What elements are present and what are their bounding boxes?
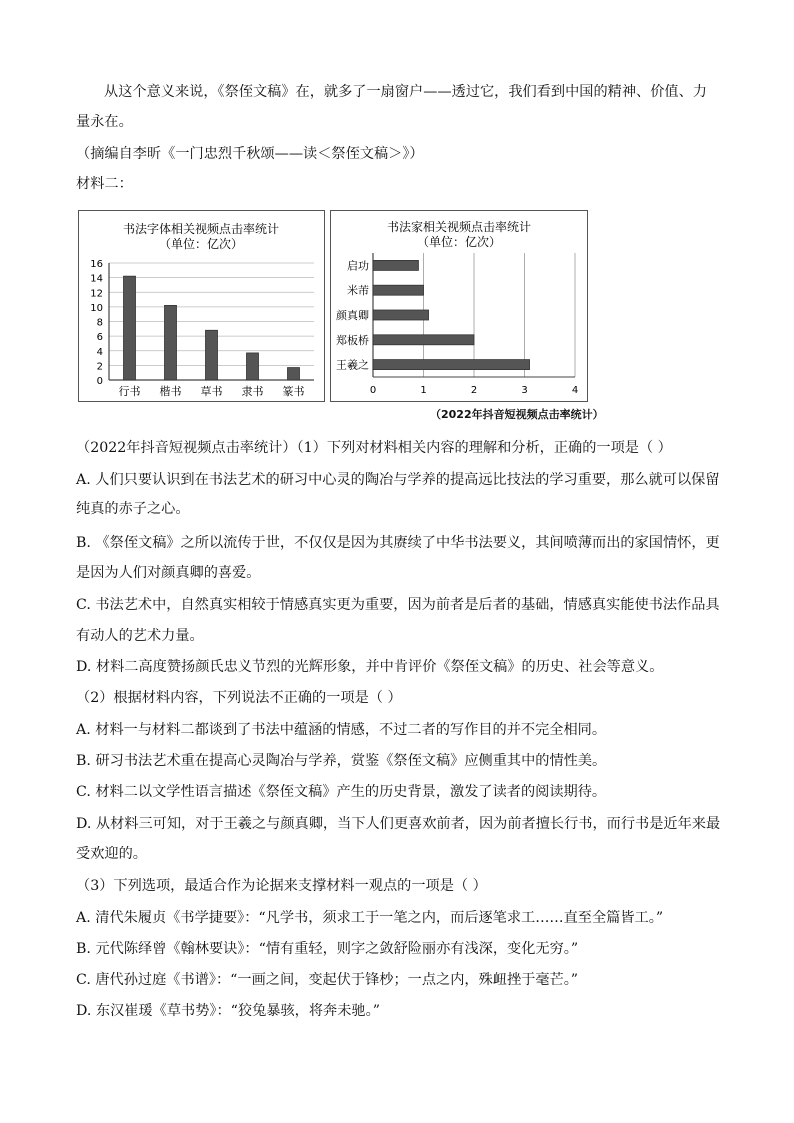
q3-option-d: D. 东汉崔瑗《草书势》：“狡兔暴骇，将奔未驰。”: [76, 1003, 380, 1019]
x-tick-label: 楷书: [159, 385, 182, 398]
bar: [247, 353, 259, 380]
intro-paragraph-line-1: 从这个意义来说，《祭侄文稿》在，就多了一扇窗户——透过它，我们看到中国的精神、价值、力: [104, 84, 707, 100]
q2-option-b: B. 研习书法艺术重在提高心灵陶冶与学养，赏鉴《祭侄文稿》应侧重其中的情性美。: [76, 753, 607, 769]
q1-option-a-line1: A. 人们只要认识到在书法艺术的研习中心灵的陶冶与学养的提高远比技法的学习重要，那么就可以保留: [76, 472, 720, 488]
bar: [373, 260, 418, 270]
calligrapher-clicks-chart-svg: [331, 211, 587, 401]
q3-option-b: B. 元代陈绎曾《翰林要诀》：“情有重轻，则字之敛舒险丽亦有浅深，变化无穷。”: [76, 941, 579, 957]
y-tick-label: 2: [96, 361, 103, 373]
bar: [373, 360, 530, 370]
bar: [373, 310, 429, 320]
chart2-title: 书法家相关视频点击率统计: [386, 220, 532, 234]
x-tick-label: 4: [571, 385, 579, 396]
x-tick-label: 行书: [118, 385, 141, 398]
y-tick-label: 14: [90, 273, 103, 285]
bar: [124, 276, 136, 380]
excerpt-source: （摘编自李昕《一门忠烈千秋颂——读＜祭侄文稿＞》）: [76, 146, 424, 162]
y-tick-label: 郑板桥: [336, 333, 369, 347]
q1-option-c-line1: C. 书法艺术中，自然真实相较于情感真实更为重要，因为前者是后者的基础，情感真实能使书法作品具: [76, 597, 720, 613]
x-tick-label: 隶书: [241, 385, 264, 398]
y-tick-label: 16: [90, 259, 103, 270]
chart1-title: 书法字体相关视频点击率统计: [122, 222, 280, 236]
x-tick-label: 1: [420, 385, 427, 396]
material-2-heading: 材料二：: [76, 176, 133, 192]
chart2-subtitle: （单位：亿次）: [416, 235, 502, 249]
y-tick-label: 6: [96, 332, 103, 344]
q2-stem: （2）根据材料内容，下列说法不正确的一项是（ ）: [76, 690, 402, 706]
y-tick-label: 12: [90, 288, 103, 300]
bar: [373, 335, 474, 345]
intro-paragraph-line-2: 量永在。: [76, 114, 133, 130]
q1-stem: （2022年抖音短视频点击率统计）（1）下列对材料相关内容的理解和分析，正确的一项是（ ）: [76, 440, 672, 456]
chart-source-note: （2022年抖音短视频点击率统计）: [430, 408, 604, 421]
bar: [206, 330, 218, 380]
q1-option-b-line2: 是因为人们对颜真卿的喜爱。: [76, 565, 261, 581]
y-tick-label: 10: [90, 302, 103, 314]
q1-option-a-line2: 纯真的赤子之心。: [76, 501, 190, 517]
q1-option-b-line1: B. 《祭侄文稿》之所以流传于世，不仅仅是因为其赓续了中华书法要义，其间喷薄而出的家国情怀，更: [76, 535, 720, 551]
y-tick-label: 启功: [347, 259, 369, 273]
x-tick-label: 2: [470, 385, 478, 396]
y-tick-label: 颜真卿: [336, 309, 369, 322]
q3-option-c: C. 唐代孙过庭《书谱》：“一画之间，变起伏于锋杪；一点之内，殊衄挫于毫芒。”: [76, 972, 579, 988]
q2-option-d-line2: 受欢迎的。: [76, 846, 147, 862]
y-tick-label: 4: [96, 346, 103, 358]
bar: [165, 305, 177, 380]
bar: [288, 368, 300, 380]
y-tick-label: 王羲之: [336, 358, 369, 372]
calligrapher-clicks-chart: [330, 210, 588, 402]
q2-option-d-line1: D. 从材料三可知，对于王羲之与颜真卿，当下人们更喜欢前者，因为前者擅长行书，而行书是近年来最: [76, 816, 721, 832]
bar: [373, 285, 424, 295]
x-tick-label: 篆书: [282, 385, 305, 398]
y-tick-label: 8: [96, 317, 103, 329]
q3-stem: （3）下列选项，最适合作为论据来支撑材料一观点的一项是（ ）: [76, 878, 487, 894]
x-tick-label: 3: [521, 385, 528, 396]
font-clicks-chart: [78, 210, 325, 402]
y-tick-label: 0: [96, 376, 103, 387]
q2-option-a: A. 材料一与材料二都谈到了书法中蕴涵的情感，不过二者的写作目的并不完全相同。: [76, 722, 607, 738]
y-tick-label: 米芾: [347, 284, 369, 298]
q2-option-c: C. 材料二以文学性语言描述《祭侄文稿》产生的历史背景，激发了读者的阅读期待。: [76, 784, 607, 800]
chart1-subtitle: （单位：亿次）: [158, 237, 244, 251]
x-tick-label: 0: [369, 385, 377, 396]
q1-option-c-line2: 有动人的艺术力量。: [76, 628, 204, 644]
x-tick-label: 草书: [200, 385, 223, 398]
font-clicks-chart-svg: [79, 211, 324, 401]
q1-option-d: D. 材料二高度赞扬颜氏忠义节烈的光辉形象，并中肯评价《祭侄文稿》的历史、社会等意义。: [76, 659, 664, 675]
q3-option-a: A. 清代朱履贞《书学捷要》：“凡学书，须求工于一笔之内，而后逐笔求工……直至全篇皆工。”: [76, 910, 664, 926]
